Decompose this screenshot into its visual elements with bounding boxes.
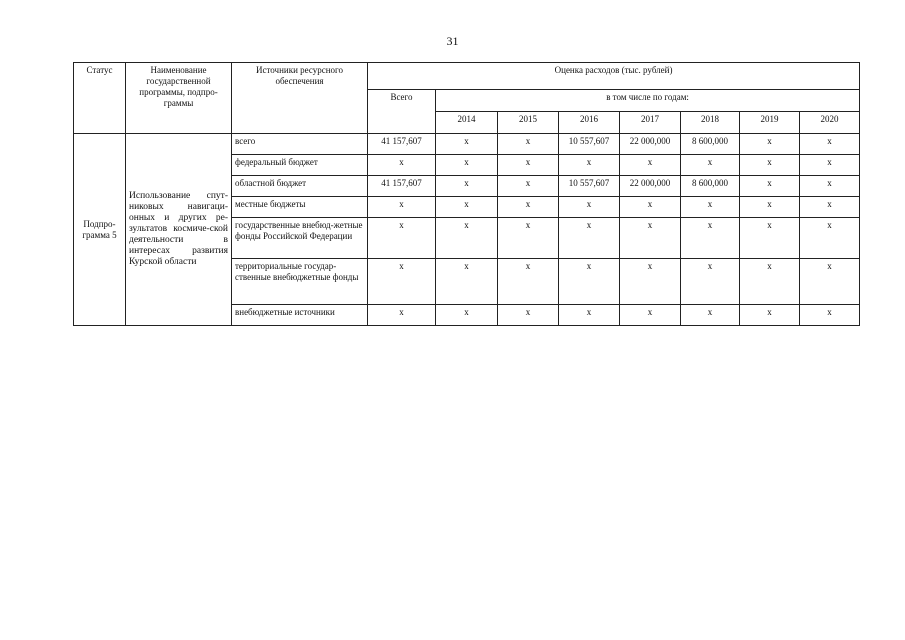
source-cell: государственные внебюд-жетные фонды Российской Федерации xyxy=(232,218,368,259)
value-cell: x xyxy=(436,218,498,259)
value-cell: x xyxy=(681,218,740,259)
value-cell: x xyxy=(559,259,620,305)
value-cell: x xyxy=(740,259,800,305)
header-program-name: Наименование государственной программы, подпро-граммы xyxy=(126,63,232,134)
header-year: 2018 xyxy=(681,112,740,134)
source-cell: федеральный бюджет xyxy=(232,155,368,176)
header-year: 2014 xyxy=(436,112,498,134)
value-cell: x xyxy=(498,305,559,326)
value-cell: x xyxy=(800,197,860,218)
value-cell: x xyxy=(620,259,681,305)
value-cell: x xyxy=(620,197,681,218)
value-cell: x xyxy=(681,155,740,176)
value-cell: x xyxy=(740,134,800,155)
value-cell: x xyxy=(740,305,800,326)
value-cell: x xyxy=(368,305,436,326)
value-cell: 41 157,607 xyxy=(368,134,436,155)
value-cell: x xyxy=(800,259,860,305)
source-cell: местные бюджеты xyxy=(232,197,368,218)
value-cell: x xyxy=(498,218,559,259)
header-year: 2019 xyxy=(740,112,800,134)
value-cell: x xyxy=(620,218,681,259)
value-cell: x xyxy=(436,197,498,218)
value-cell: x xyxy=(800,134,860,155)
value-cell: x xyxy=(498,134,559,155)
value-cell: 22 000,000 xyxy=(620,134,681,155)
header-sources: Источники ресурсного обеспечения xyxy=(232,63,368,134)
value-cell: x xyxy=(559,218,620,259)
value-cell: x xyxy=(368,155,436,176)
budget-table xyxy=(73,62,860,326)
value-cell: x xyxy=(498,155,559,176)
value-cell: x xyxy=(498,197,559,218)
header-year: 2015 xyxy=(498,112,559,134)
page-number: 31 xyxy=(446,34,459,48)
value-cell: 8 600,000 xyxy=(681,134,740,155)
value-cell: x xyxy=(436,259,498,305)
value-cell: x xyxy=(800,176,860,197)
value-cell: x xyxy=(800,305,860,326)
value-cell: x xyxy=(368,218,436,259)
value-cell: 10 557,607 xyxy=(559,176,620,197)
value-cell: x xyxy=(559,197,620,218)
value-cell: x xyxy=(368,259,436,305)
value-cell: x xyxy=(368,197,436,218)
header-status: Статус xyxy=(74,63,126,134)
header-total: Всего xyxy=(368,90,436,134)
status-cell: Подпро-грамма 5 xyxy=(74,134,126,326)
value-cell: x xyxy=(740,155,800,176)
source-cell: внебюджетные источники xyxy=(232,305,368,326)
header-by-years: в том числе по годам: xyxy=(436,90,860,112)
value-cell: x xyxy=(800,218,860,259)
program-name-cell: Использование спут-никовых навигаци-онных и других ре-зультатов космиче-ской деятельности в интересах развития Курской области xyxy=(126,134,232,326)
value-cell: x xyxy=(436,134,498,155)
value-cell: x xyxy=(800,155,860,176)
value-cell: x xyxy=(498,176,559,197)
header-year: 2016 xyxy=(559,112,620,134)
value-cell: 8 600,000 xyxy=(681,176,740,197)
header-year: 2017 xyxy=(620,112,681,134)
value-cell: x xyxy=(740,218,800,259)
value-cell: x xyxy=(681,259,740,305)
value-cell: x xyxy=(436,155,498,176)
source-cell: областной бюджет xyxy=(232,176,368,197)
header-year: 2020 xyxy=(800,112,860,134)
value-cell: x xyxy=(559,155,620,176)
value-cell: x xyxy=(498,259,559,305)
value-cell: 10 557,607 xyxy=(559,134,620,155)
value-cell: x xyxy=(740,197,800,218)
table-row xyxy=(74,134,860,155)
value-cell: x xyxy=(620,155,681,176)
value-cell: x xyxy=(681,197,740,218)
value-cell: 22 000,000 xyxy=(620,176,681,197)
header-estimate: Оценка расходов (тыс. рублей) xyxy=(368,63,860,90)
value-cell: x xyxy=(559,305,620,326)
source-cell: всего xyxy=(232,134,368,155)
value-cell: x xyxy=(436,176,498,197)
value-cell: 41 157,607 xyxy=(368,176,436,197)
value-cell: x xyxy=(740,176,800,197)
source-cell: территориальные государ-ственные внебюджетные фонды xyxy=(232,259,368,305)
value-cell: x xyxy=(436,305,498,326)
value-cell: x xyxy=(681,305,740,326)
value-cell: x xyxy=(620,305,681,326)
